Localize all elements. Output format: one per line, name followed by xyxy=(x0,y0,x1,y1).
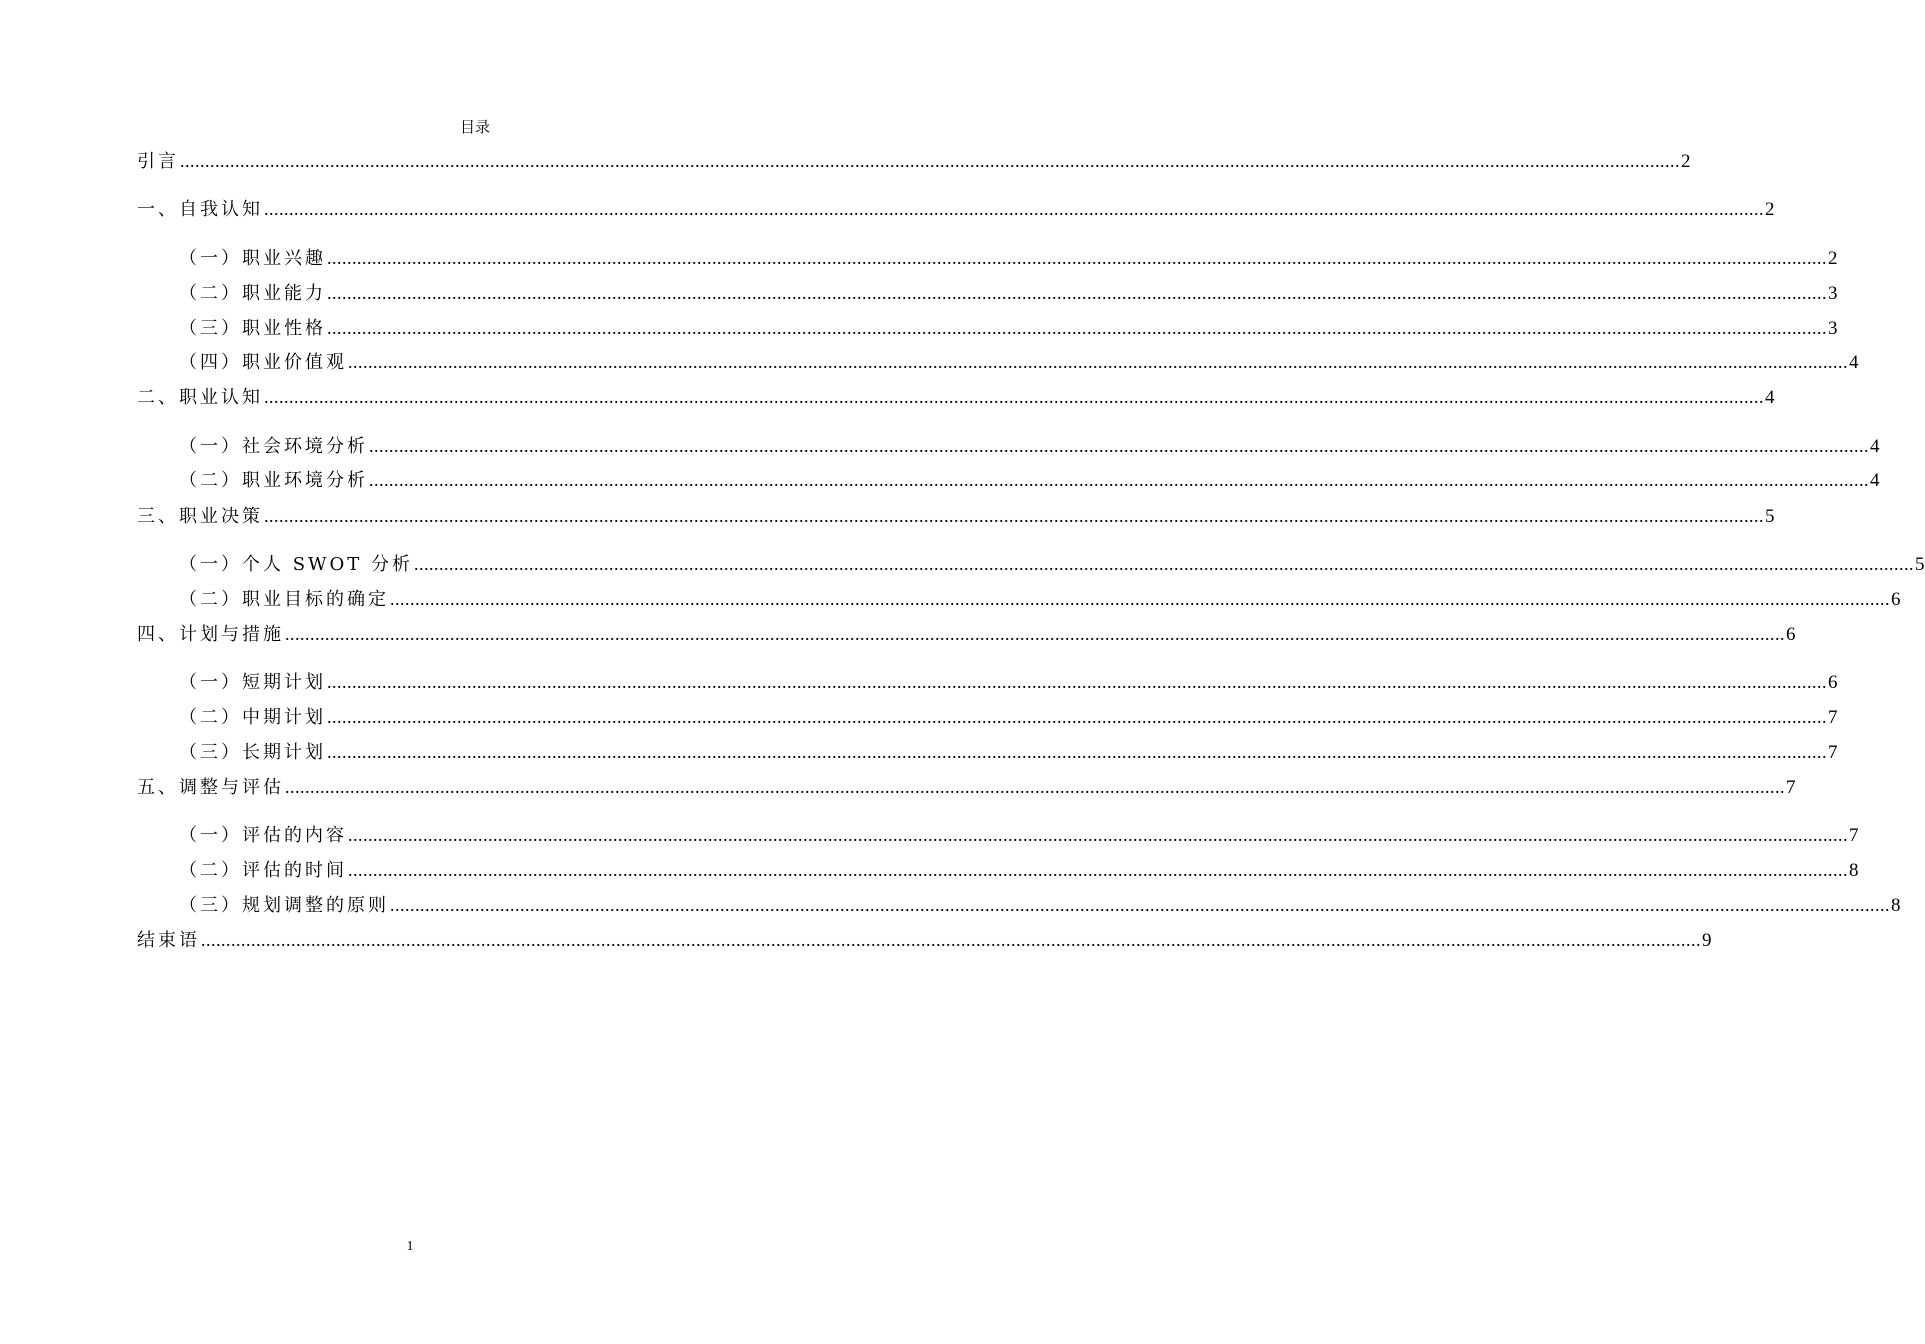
toc-entry-career-goal[interactable] xyxy=(179,586,1901,612)
dot-leader: ............................................................................................................................................................................................................................................................................................................ xyxy=(327,248,1827,268)
toc-entry-label: （四）职业价值观 xyxy=(179,352,347,373)
toc-entry-label: （三）职业性格 xyxy=(179,318,326,339)
dot-leader: ............................................................................................................................................................................................................................................................................................................ xyxy=(369,470,1869,490)
dot-leader: ............................................................................................................................................................................................................................................................................................................ xyxy=(348,825,1848,845)
toc-entry-label: （三）规划调整的原则 xyxy=(179,895,389,916)
toc-entry-career-cognition[interactable] xyxy=(137,384,1775,410)
dot-leader: ............................................................................................................................................................................................................................................................................................................ xyxy=(390,589,1890,609)
toc-entry-label: 二、职业认知 xyxy=(137,387,263,408)
toc-entry-label: 引言 xyxy=(137,151,179,172)
dot-leader: ............................................................................................................................................................................................................................................................................................................ xyxy=(414,554,1915,574)
toc-entry-career-values[interactable] xyxy=(179,349,1859,375)
dot-leader: ............................................................................................................................................................................................................................................................................................................ xyxy=(327,672,1827,692)
toc-entry-career-ability[interactable] xyxy=(179,280,1838,306)
toc-entry-career-decision[interactable] xyxy=(137,503,1775,529)
toc-entry-mid-term-plan[interactable] xyxy=(179,704,1838,730)
dot-leader: ............................................................................................................................................................................................................................................................................................................ xyxy=(327,742,1827,762)
dot-leader: ............................................................................................................................................................................................................................................................................................................ xyxy=(201,930,1701,950)
toc-entry-page: 8 xyxy=(1891,895,1901,916)
toc-entry-label: 三、职业决策 xyxy=(137,506,263,527)
toc-entry-page: 7 xyxy=(1828,742,1838,763)
toc-entry-page: 3 xyxy=(1828,318,1838,339)
dot-leader: ............................................................................................................................................................................................................................................................................................................ xyxy=(327,318,1827,338)
toc-entry-self-awareness[interactable] xyxy=(137,196,1775,222)
page-number: 1 xyxy=(406,1239,414,1254)
dot-leader: ............................................................................................................................................................................................................................................................................................................ xyxy=(348,352,1848,372)
toc-entry-label: （一）个人 SWOT 分析 xyxy=(179,554,414,575)
toc-entry-conclusion[interactable] xyxy=(137,927,1712,953)
toc-entry-page: 5 xyxy=(1915,554,1925,575)
dot-leader: ............................................................................................................................................................................................................................................................................................................ xyxy=(369,436,1869,456)
toc-entry-long-term-plan[interactable] xyxy=(179,739,1838,765)
toc-entry-label: 结束语 xyxy=(137,930,200,951)
toc-entry-label: 五、调整与评估 xyxy=(137,777,284,798)
toc-entry-label: （二）中期计划 xyxy=(179,707,326,728)
dot-leader: ............................................................................................................................................................................................................................................................................................................ xyxy=(327,707,1827,727)
dot-leader: ............................................................................................................................................................................................................................................................................................................ xyxy=(264,387,1764,407)
toc-entry-career-personality[interactable] xyxy=(179,315,1838,341)
toc-entry-short-term-plan[interactable] xyxy=(179,669,1838,695)
dot-leader: ............................................................................................................................................................................................................................................................................................................ xyxy=(285,777,1785,797)
toc-entry-page: 8 xyxy=(1849,860,1859,881)
toc-entry-label: （一）评估的内容 xyxy=(179,825,347,846)
dot-leader: ............................................................................................................................................................................................................................................................................................................ xyxy=(327,283,1827,303)
toc-entry-career-interest[interactable] xyxy=(179,245,1838,271)
toc-entry-label: （三）长期计划 xyxy=(179,742,326,763)
dot-leader: ............................................................................................................................................................................................................................................................................................................ xyxy=(264,506,1764,526)
toc-entry-label: （一）职业兴趣 xyxy=(179,248,326,269)
toc-entry-label: （二）评估的时间 xyxy=(179,860,347,881)
toc-entry-evaluation-time[interactable] xyxy=(179,857,1859,883)
toc-entry-page: 2 xyxy=(1765,199,1775,220)
toc-entry-label: （一）短期计划 xyxy=(179,672,326,693)
toc-entry-plans-measures[interactable] xyxy=(137,621,1796,647)
toc-entry-page: 5 xyxy=(1765,506,1775,527)
toc-title: 目录 xyxy=(459,118,490,136)
toc-entry-adjust-evaluate[interactable] xyxy=(137,774,1796,800)
toc-entry-label: （二）职业能力 xyxy=(179,283,326,304)
toc-entry-page: 4 xyxy=(1849,352,1859,373)
toc-entry-page: 4 xyxy=(1870,436,1880,457)
toc-entry-page: 9 xyxy=(1702,930,1712,951)
toc-entry-page: 4 xyxy=(1765,387,1775,408)
toc-entry-label: （一）社会环境分析 xyxy=(179,436,368,457)
dot-leader: ............................................................................................................................................................................................................................................................................................................ xyxy=(285,624,1785,644)
dot-leader: ............................................................................................................................................................................................................................................................................................................ xyxy=(390,895,1890,915)
toc-entry-swot-analysis[interactable] xyxy=(179,551,1925,577)
toc-entry-label: 四、计划与措施 xyxy=(137,624,284,645)
toc-entry-page: 2 xyxy=(1681,151,1691,172)
toc-entry-career-environment[interactable] xyxy=(179,467,1880,493)
toc-entry-page: 6 xyxy=(1786,624,1796,645)
toc-entry-adjustment-principles[interactable] xyxy=(179,892,1901,918)
toc-entry-page: 7 xyxy=(1828,707,1838,728)
toc-entry-page: 6 xyxy=(1828,672,1838,693)
toc-entry-evaluation-content[interactable] xyxy=(179,822,1859,848)
toc-entry-social-environment[interactable] xyxy=(179,433,1880,459)
toc-entry-label: （二）职业目标的确定 xyxy=(179,589,389,610)
toc-entry-page: 2 xyxy=(1828,248,1838,269)
toc-entry-page: 7 xyxy=(1849,825,1859,846)
toc-entry-label: 一、自我认知 xyxy=(137,199,263,220)
toc-entry-page: 6 xyxy=(1891,589,1901,610)
dot-leader: ............................................................................................................................................................................................................................................................................................................ xyxy=(180,151,1680,171)
dot-leader: ............................................................................................................................................................................................................................................................................................................ xyxy=(264,199,1764,219)
dot-leader: ............................................................................................................................................................................................................................................................................................................ xyxy=(348,860,1848,880)
toc-entry-page: 3 xyxy=(1828,283,1838,304)
toc-entry-intro[interactable] xyxy=(137,148,1691,174)
toc-entry-label: （二）职业环境分析 xyxy=(179,470,368,491)
toc-entry-page: 7 xyxy=(1786,777,1796,798)
toc-entry-page: 4 xyxy=(1870,470,1880,491)
